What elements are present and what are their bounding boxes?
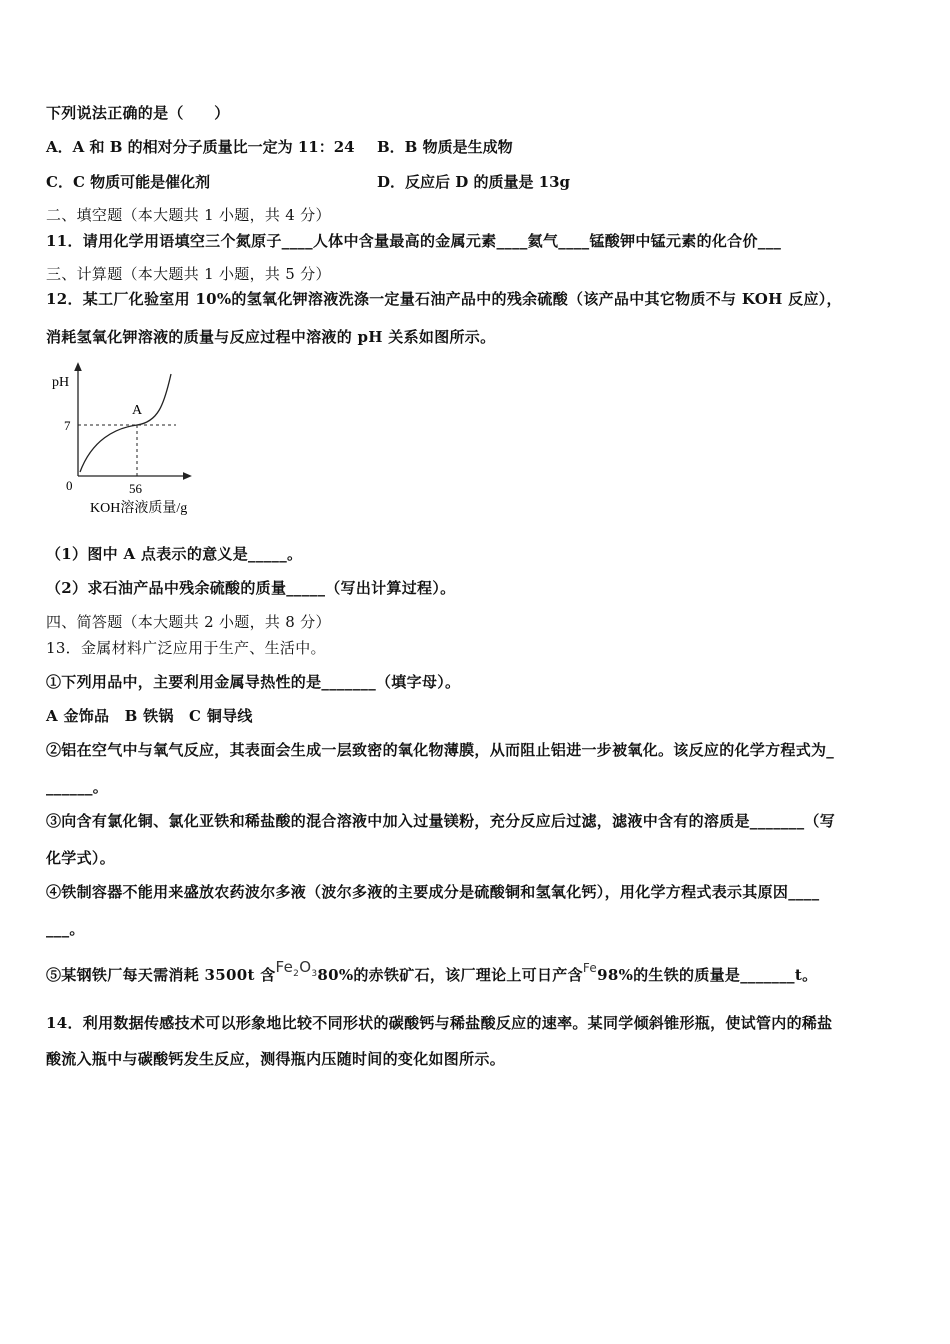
q14-line-1: 14．利用数据传感技术可以形象地比较不同形状的碳酸钙与稀盐酸反应的速率。某同学倾斜锥形瓶，使试管内的稀盐	[46, 1014, 833, 1032]
q13-part-5-b: 80%的赤铁矿石，该厂理论上可日产含	[317, 966, 583, 984]
origin-label: 0	[66, 478, 73, 493]
ph-curve	[80, 374, 171, 472]
q13-intro: 13．金属材料广泛应用于生产、生活中。	[46, 639, 326, 657]
q11-text: 11．请用化学用语填空三个氮原子____人体中含量最高的金属元素____氦气____锰酸钾中锰元素的化合价___	[46, 232, 782, 250]
x-axis-label: KOH溶液质量/g	[90, 501, 188, 516]
q12-line-2: 消耗氢氧化钾溶液的质量与反应过程中溶液的 pH 关系如图所示。	[46, 328, 496, 346]
q13-part-5	[46, 958, 818, 987]
x-tick-56: 56	[129, 481, 142, 496]
q14-line-2: 酸流入瓶中与碳酸钙发生反应，测得瓶内压随时间的变化如图所示。	[46, 1050, 506, 1068]
y-axis-label: pH	[52, 375, 70, 390]
q13-part-3-line-2: 化学式）。	[46, 849, 116, 867]
q10-option-b: B．B 物质是生成物	[377, 138, 513, 156]
q13-part-4-line-2: ___。	[46, 920, 85, 938]
q13-part-5-a: ⑤某钢铁厂每天需消耗 3500t 含	[46, 966, 276, 984]
q12-line-1: 12．某工厂化验室用 10%的氢氧化钾溶液洗涤一定量石油产品中的残余硫酸（该产品中其它物质不与 KOH 反应），	[46, 290, 842, 308]
q13-part-3-line-1: ③向含有氯化铜、氯化亚铁和稀盐酸的混合溶液中加入过量镁粉，充分反应后过滤，滤液中含有的溶质是_______（写	[46, 812, 836, 830]
q12-sub-1: （1）图中 A 点表示的意义是_____。	[46, 545, 303, 563]
q13-part-5-c: 98%的生铁的质量是_______t。	[597, 966, 818, 984]
fe-formula: Fe	[582, 961, 598, 975]
q10-option-a: A．A 和 B 的相对分子质量比一定为 11：24	[46, 138, 355, 156]
fe2o3-formula: $Fe_2O_3$	[275, 958, 318, 979]
q10-option-c: C．C 物质可能是催化剂	[46, 173, 211, 191]
q10-stem: 下列说法正确的是（ ）	[46, 104, 230, 122]
y-tick-7: 7	[64, 418, 71, 433]
q13-part-2-line-1: ②铝在空气中与氧气反应，其表面会生成一层致密的氧化物薄膜，从而阻止铝进一步被氧化。该反应的化学方程式为_	[46, 741, 835, 759]
q13-part-1: ①下列用品中，主要利用金属导热性的是_______（填字母）。	[46, 673, 461, 691]
q13-part-4-line-1: ④铁制容器不能用来盛放农药波尔多液（波尔多液的主要成分是硫酸铜和氢氧化钙），用化学方程式表示其原因____	[46, 883, 820, 901]
q13-part-1-options: A 金饰品 B 铁锅 C 铜导线	[46, 707, 253, 725]
ph-graph	[40, 360, 240, 520]
section-4-title: 四、简答题（本大题共 2 小题，共 8 分）	[46, 613, 331, 631]
q12-sub-2: （2）求石油产品中残余硫酸的质量_____（写出计算过程）。	[46, 579, 456, 597]
section-3-title: 三、计算题（本大题共 1 小题，共 5 分）	[46, 265, 331, 283]
section-2-title: 二、填空题（本大题共 1 小题，共 4 分）	[46, 206, 331, 224]
q10-option-d: D．反应后 D 的质量是 13g	[377, 173, 571, 191]
q13-part-2-line-2: ______。	[46, 778, 109, 796]
point-a-label: A	[132, 403, 143, 418]
